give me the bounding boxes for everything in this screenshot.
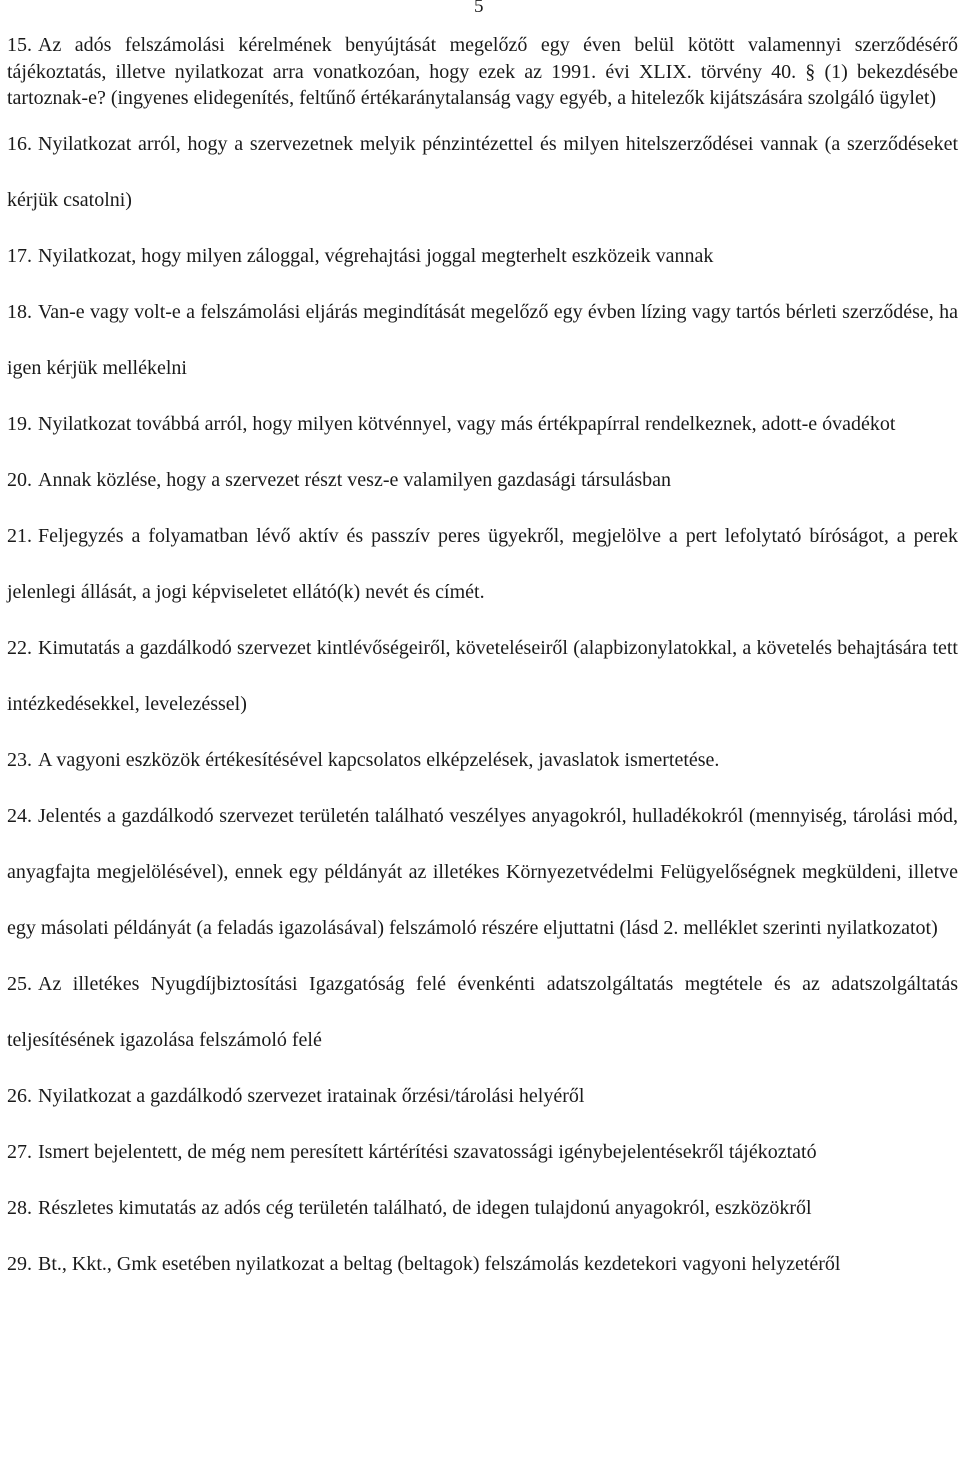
item-number: 20. [7,468,32,491]
item-number: 28. [7,1196,32,1219]
list-item-22 [7,620,958,732]
item-text: Nyilatkozat, hogy milyen záloggal, végrehajtási joggal megterhelt eszközeik vannak [38,244,714,267]
item-number: 22. [7,636,32,659]
list-item-25 [7,956,958,1068]
item-number: 15. [7,34,32,56]
item-number: 18. [7,300,32,323]
item-text: Az illetékes Nyugdíjbiztosítási Igazgatóság felé évenkénti adatszolgáltatás megtétele és az adatszolgáltatás teljesítésének igazolása felszámoló felé [7,972,958,1051]
item-text: A vagyoni eszközök értékesítésével kapcsolatos elképzelések, javaslatok ismertetése. [38,748,720,771]
item-text: Kimutatás a gazdálkodó szervezet kintlévőségeiről, követeléseiről (alapbizonylatokkal, a követelés behajtására tett intézkedésekkel, levelezéssel) [7,636,958,715]
item-text: Feljegyzés a folyamatban lévő aktív és passzív peres ügyekről, megjelölve a pert lefolytató bíróságot, a perek jelenlegi állását, a jogi képviseletet ellátó(k) nevét és címét. [7,524,958,603]
item-number: 27. [7,1140,32,1163]
list-item-24 [7,788,958,956]
list-item-29 [7,1236,958,1292]
page-number: 5 [474,0,484,17]
item-text: Bt., Kkt., Gmk esetében nyilatkozat a beltag (beltagok) felszámolás kezdetekori vagyoni helyzetéről [38,1252,841,1275]
item-number: 17. [7,244,32,267]
list-item-28 [7,1180,958,1236]
list-item-16 [7,116,958,228]
list-item-20 [7,452,958,508]
item-number: 16. [7,132,32,155]
list-item-18 [7,284,958,396]
item-number: 29. [7,1252,32,1275]
item-text: Van-e vagy volt-e a felszámolási eljárás megindítását megelőző egy évben lízing vagy tartós bérleti szerződése, ha igen kérjük mellékelni [7,300,958,379]
list-item-21 [7,508,958,620]
item-text: Nyilatkozat továbbá arról, hogy milyen kötvénnyel, vagy más értékpapírral rendelkeznek, adott-e óvadékot [38,412,896,435]
list-item-27 [7,1124,958,1180]
item-text: Nyilatkozat arról, hogy a szervezetnek melyik pénzintézettel és milyen hitelszerződései vannak (a szerződéseket kérjük csatolni) [7,132,958,211]
document-body [7,32,958,1292]
item-text: Nyilatkozat a gazdálkodó szervezet iratainak őrzési/tárolási helyéről [38,1084,585,1107]
list-item-15 [7,32,958,112]
item-number: 21. [7,524,32,547]
list-item-17 [7,228,958,284]
item-number: 24. [7,804,32,827]
item-text: Ismert bejelentett, de még nem peresített kártérítési szavatossági igénybejelentésekről tájékoztató [38,1140,817,1163]
item-number: 23. [7,748,32,771]
list-item-19 [7,396,958,452]
item-number: 25. [7,972,32,995]
list-item-23 [7,732,958,788]
item-text: Jelentés a gazdálkodó szervezet területén található veszélyes anyagokról, hulladékokról (mennyiség, tárolási mód, anyagfajta megjelölésével), ennek egy példányát az illetékes Környezetvédelmi Felügyelőségnek megküldeni, illetve egy másolati példányát (a feladás igazolásával) felszámoló részére eljuttatni (lásd 2. melléklet szerinti nyilatkozatot) [7,804,958,939]
item-text: Részletes kimutatás az adós cég területén található, de idegen tulajdonú anyagokról, eszközökről [38,1196,812,1219]
item-number: 19. [7,412,32,435]
list-item-26 [7,1068,958,1124]
item-number: 26. [7,1084,32,1107]
item-text: Az adós felszámolási kérelmének benyújtását megelőző egy éven belül kötött valamennyi szerződésérő tájékoztatás, illetve nyilatkozat arra vonatkozóan, hogy ezek az 1991. évi XLIX. törvény 40. § (1) bekezdésébe tartoznak-e? (ingyenes elidegenítés, feltűnő értékaránytalanság vagy egyéb, a hitelezők kijátszására szolgáló ügylet) [7,34,958,109]
item-text: Annak közlése, hogy a szervezet részt vesz-e valamilyen gazdasági társulásban [38,468,672,491]
